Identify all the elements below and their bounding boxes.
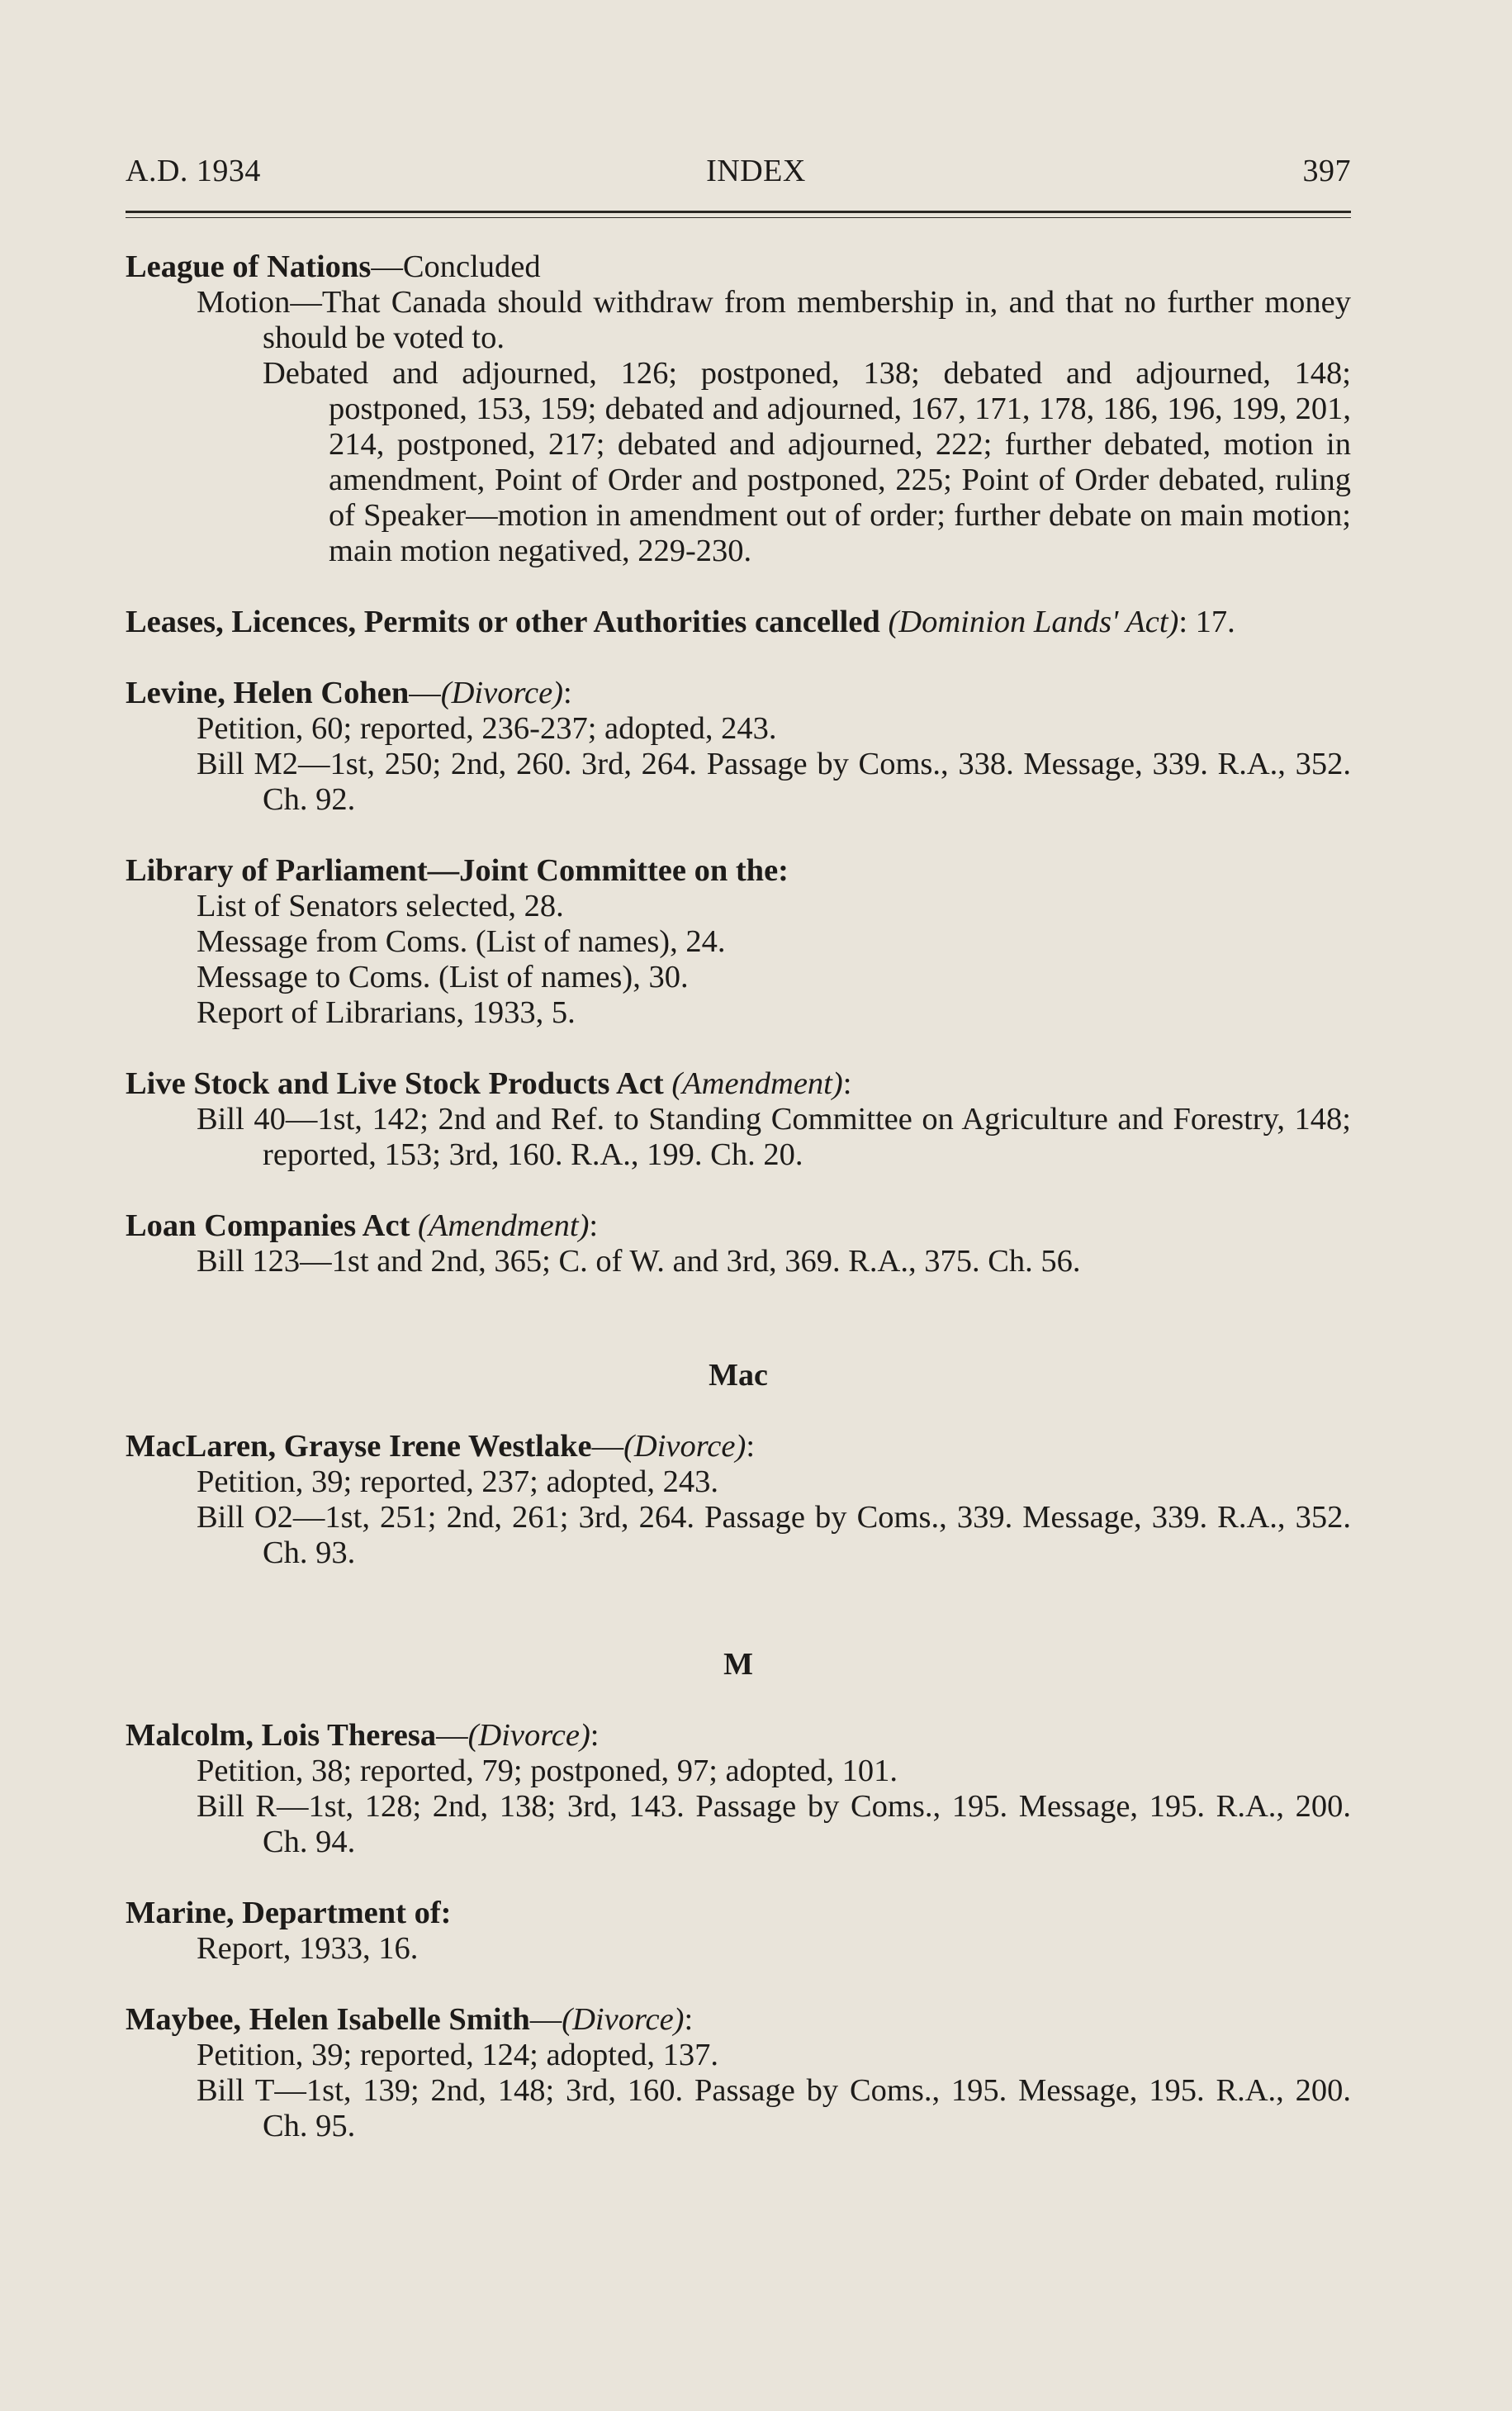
entry-subline: Debated and adjourned, 126; postponed, 138; debated and adjourned, 148; postponed, 153, 159; debated and adjourned, 167, 171, 178, 186, 196, 199, 201, 214, postponed, 217; debated and adjourned, 222; further debated, motion in amendment, Point of Order and postponed, 225; Point of Order debated, ruling of Speaker—motion in amendment out of order; further debate on main motion; main motion negatived, 229-230. [263, 356, 1351, 568]
entry-line: List of Senators selected, 28. [197, 889, 564, 923]
entry-line: Bill R—1st, 128; 2nd, 138; 3rd, 143. Passage by Coms., 195. Message, 195. R.A., 200. Ch. 94. [197, 1789, 1351, 1859]
entry-line: Bill 123—1st and 2nd, 365; C. of W. and 3rd, 369. R.A., 375. Ch. 56. [197, 1244, 1081, 1279]
index-entry-malcolm [126, 1718, 1351, 1860]
entry-heading: Library of Parliament—Joint Committee on the: [126, 853, 789, 888]
index-entry-maybee [126, 2002, 1351, 2144]
entry-line: Message from Coms. (List of names), 24. [197, 924, 726, 959]
entry-line: Bill 40—1st, 142; 2nd and Ref. to Standing Committee on Agriculture and Forestry, 148; reported, 153; 3rd, 160. R.A., 199. Ch. 20. [197, 1102, 1351, 1172]
entry-heading: Live Stock and Live Stock Products Act (Amendment): [126, 1066, 852, 1101]
entry-heading: Loan Companies Act (Amendment): [126, 1208, 599, 1243]
entry-line: Report of Librarians, 1933, 5. [197, 995, 576, 1030]
index-content [126, 249, 1351, 2144]
entry-heading: Marine, Department of: [126, 1896, 452, 1930]
index-entry-leases: Leases, Licences, Permits or other Authorities cancelled (Dominion Lands' Act): 17. [126, 605, 1235, 639]
entry-heading: Levine, Helen Cohen—(Divorce): [126, 676, 572, 710]
entry-heading: Maybee, Helen Isabelle Smith—(Divorce): [126, 2002, 694, 2037]
entry-line: Petition, 39; reported, 237; adopted, 243. [197, 1464, 718, 1499]
section-letter-mac: Mac [709, 1358, 768, 1393]
header-year: A.D. 1934 [126, 154, 261, 188]
index-entry-marine [126, 1896, 1351, 1967]
entry-heading: MacLaren, Grayse Irene Westlake—(Divorce): [126, 1429, 756, 1464]
entry-line: Bill O2—1st, 251; 2nd, 261; 3rd, 264. Passage by Coms., 339. Message, 339. R.A., 352. Ch. 93. [197, 1500, 1351, 1570]
index-entry-levine [126, 676, 1351, 818]
header-rule [126, 211, 1351, 218]
index-entry-library-of-parliament [126, 853, 1351, 1031]
entry-heading: League of Nations—Concluded [126, 249, 541, 284]
index-entry-live-stock [126, 1066, 1351, 1173]
header-page-number: 397 [1302, 154, 1351, 188]
entry-line: Petition, 60; reported, 236-237; adopted, 243. [197, 711, 777, 746]
index-entry-league-of-nations [126, 249, 1351, 569]
entry-line: Motion—That Canada should withdraw from membership in, and that no further money should be voted to. [197, 285, 1351, 355]
entry-line: Bill T—1st, 139; 2nd, 148; 3rd, 160. Passage by Coms., 195. Message, 195. R.A., 200. Ch. 95. [197, 2073, 1351, 2143]
entry-heading: Malcolm, Lois Theresa—(Divorce): [126, 1718, 600, 1753]
section-letter-m: M [723, 1647, 753, 1682]
entry-line: Bill M2—1st, 250; 2nd, 260. 3rd, 264. Passage by Coms., 338. Message, 339. R.A., 352. Ch. 92. [197, 747, 1351, 817]
index-entry-loan-companies [126, 1208, 1351, 1279]
header-title: INDEX [706, 154, 806, 188]
entry-line: Report, 1933, 16. [197, 1931, 419, 1966]
index-entry-maclaren [126, 1429, 1351, 1571]
entry-line: Message to Coms. (List of names), 30. [197, 960, 689, 994]
entry-line: Petition, 38; reported, 79; postponed, 97; adopted, 101. [197, 1754, 898, 1788]
entry-line: Petition, 39; reported, 124; adopted, 137. [197, 2038, 718, 2072]
